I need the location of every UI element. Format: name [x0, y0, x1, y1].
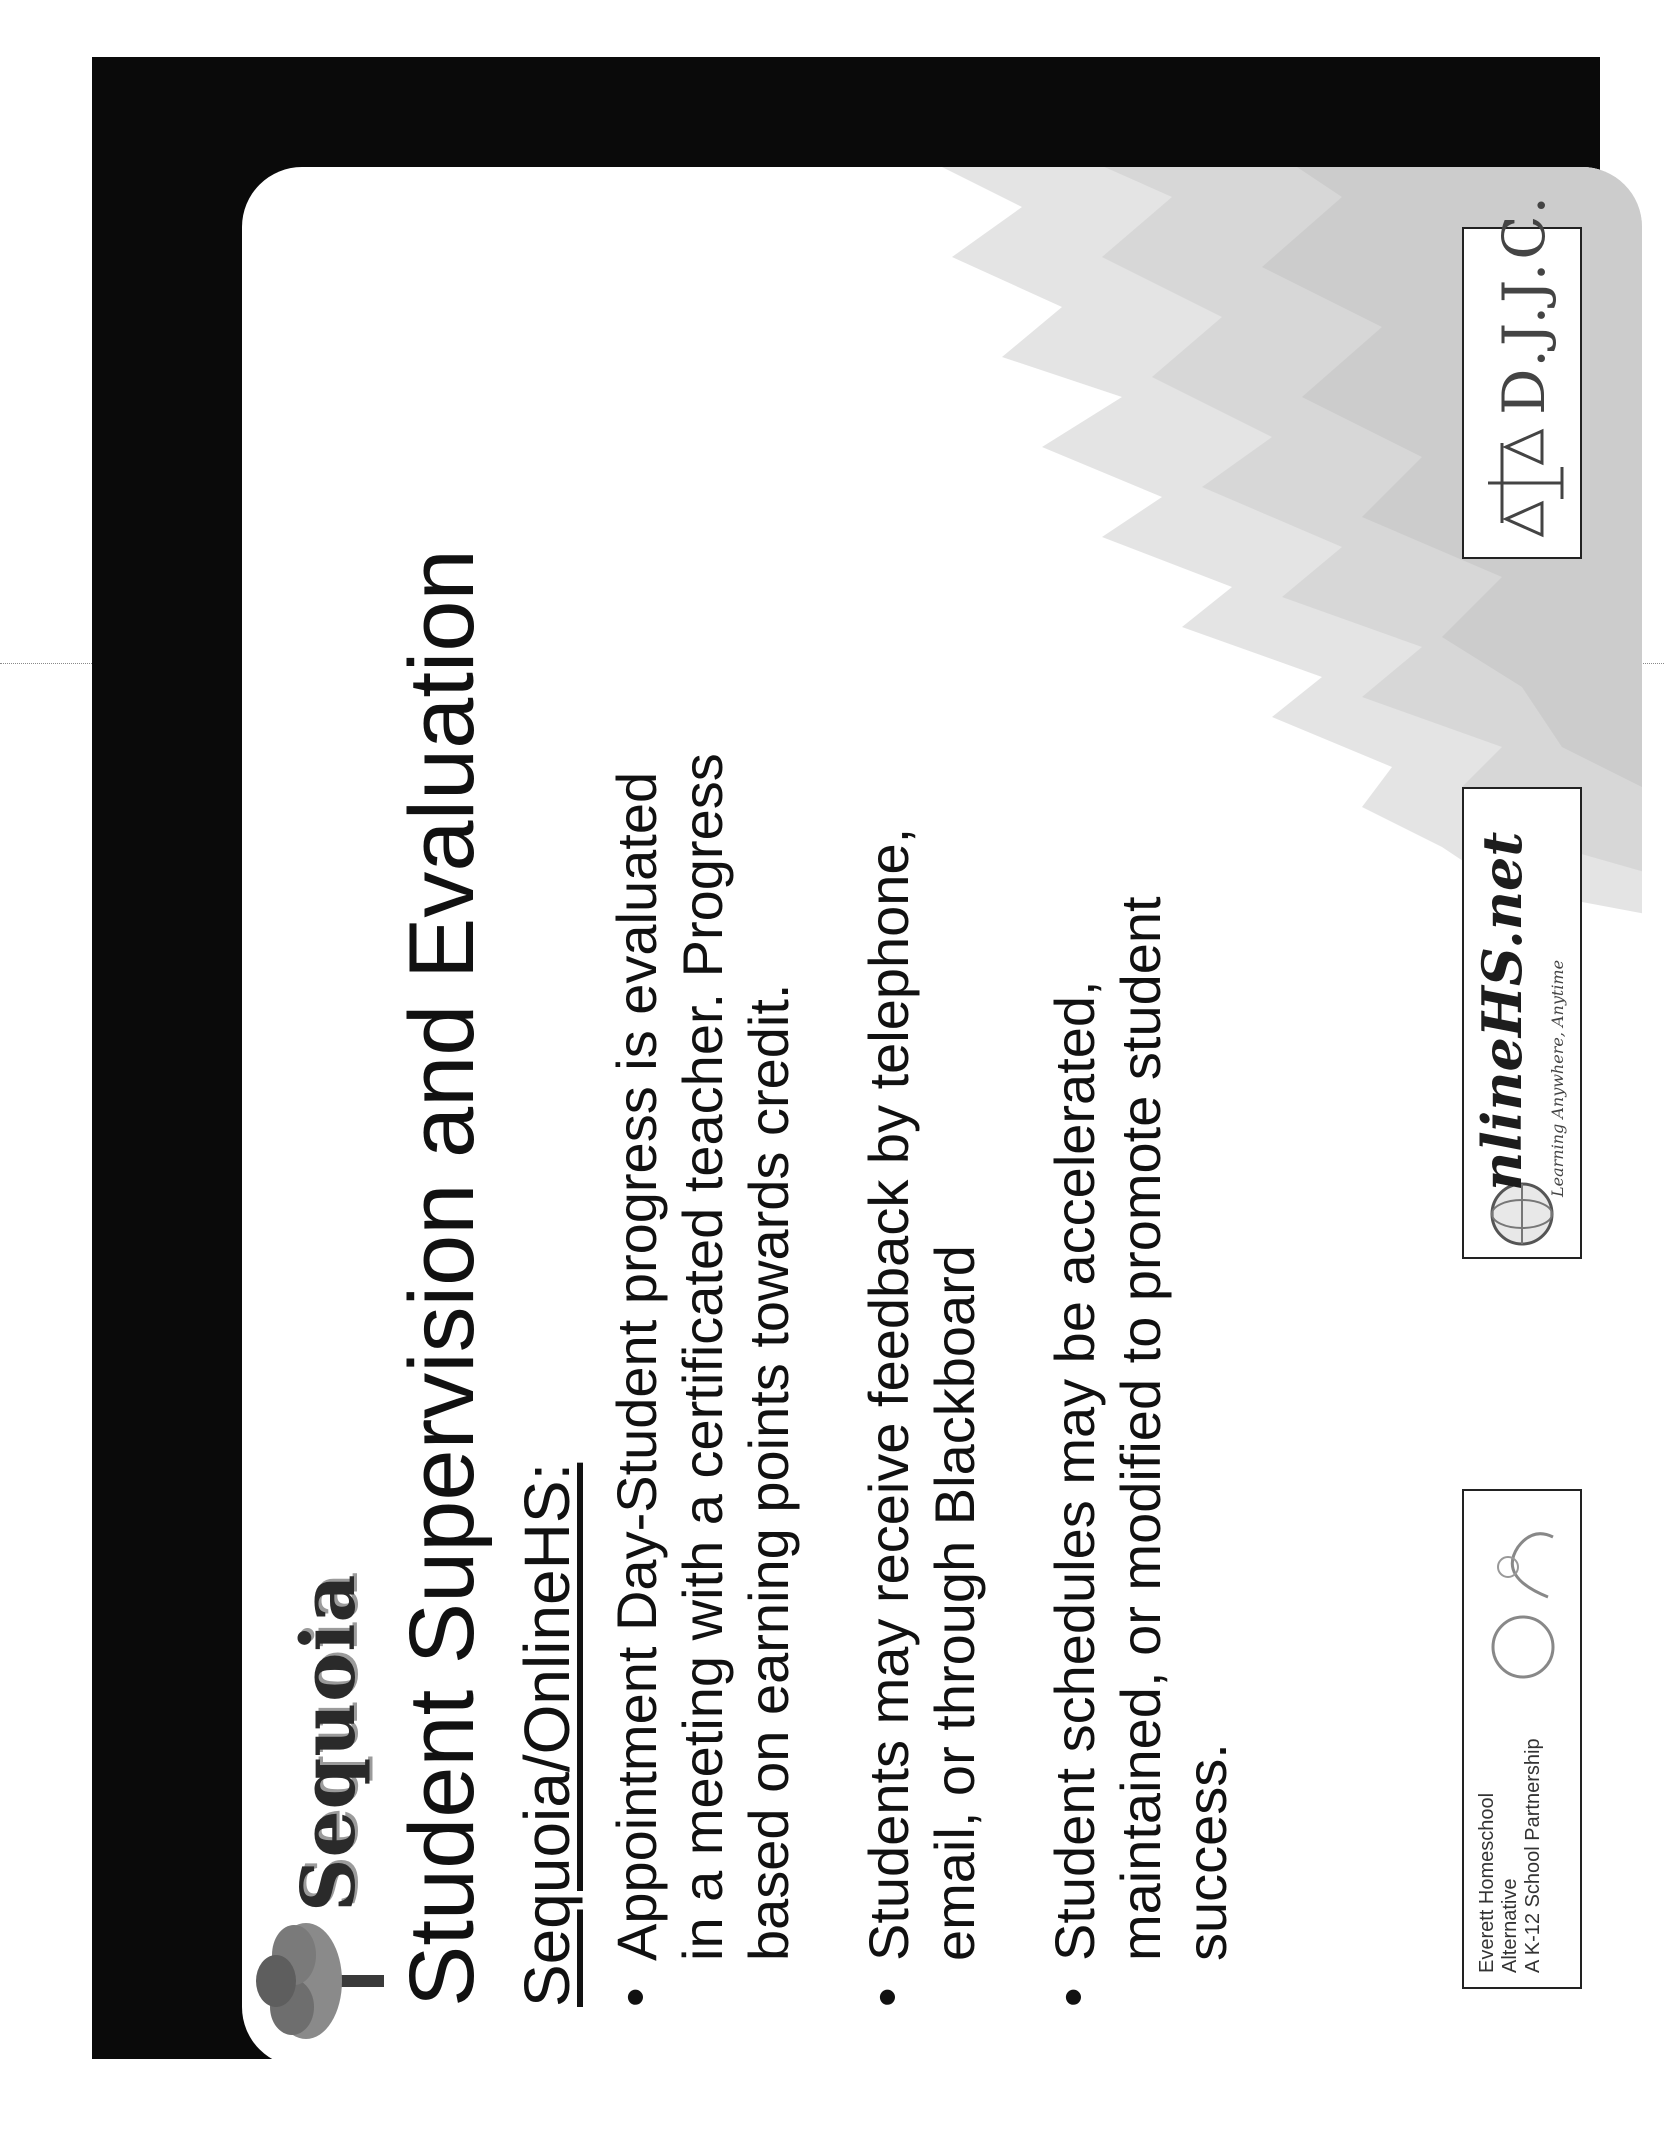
slide-title: Student Supervision and Evaluation: [391, 549, 493, 2007]
bullet-item: [856, 727, 988, 2007]
bullet-dot: •: [603, 1987, 666, 2007]
onlinehs-wordmark: nlineHS.net: [1470, 831, 1534, 1191]
onlinehs-logo: [1462, 787, 1582, 1259]
everett-line-1: Everett Homeschool: [1476, 1792, 1498, 1973]
section-heading: Sequoia/OnlineHS:: [511, 1462, 583, 2007]
bullet-list: [604, 727, 1240, 2007]
slide-rotation-wrapper: [242, 167, 1642, 2067]
djjc-logo: [1462, 193, 1582, 559]
bullet-text: Appointment Day-Student progress is evaluated in a meeting with a certificated teacher. Progress based on earning points towards credit.: [605, 753, 800, 1961]
bullet-text: Student schedules may be accelerated, maintained, or modified to promote student success.: [1043, 896, 1238, 1961]
everett-line-3: A K-12 School Partnership: [1522, 1738, 1544, 1973]
djjc-text: D.J.J.C.: [1490, 193, 1558, 415]
brand-wordmark: Sequoia: [286, 1573, 372, 1912]
bullet-item: [604, 727, 802, 2007]
bullet-dot: •: [855, 1987, 918, 2007]
scales-of-justice-icon: [1482, 423, 1568, 543]
slide-frame: [92, 57, 1600, 2059]
sequoia-tree-icon: [246, 1905, 386, 2055]
everett-emblem-icon: [1478, 1507, 1568, 1687]
everett-homeschool-logo: [1462, 1489, 1582, 1989]
onlinehs-tagline: Learning Anywhere, Anytime: [1548, 959, 1567, 1197]
everett-logo-text: [1476, 1738, 1545, 1973]
bullet-item: [1042, 727, 1240, 2007]
bullet-dot: •: [1041, 1987, 1104, 2007]
everett-line-2: Alternative: [1499, 1878, 1521, 1973]
bullet-text: Students may receive feedback by telephone, email, or through Blackboard: [857, 827, 986, 1961]
slide: [242, 167, 1642, 2067]
